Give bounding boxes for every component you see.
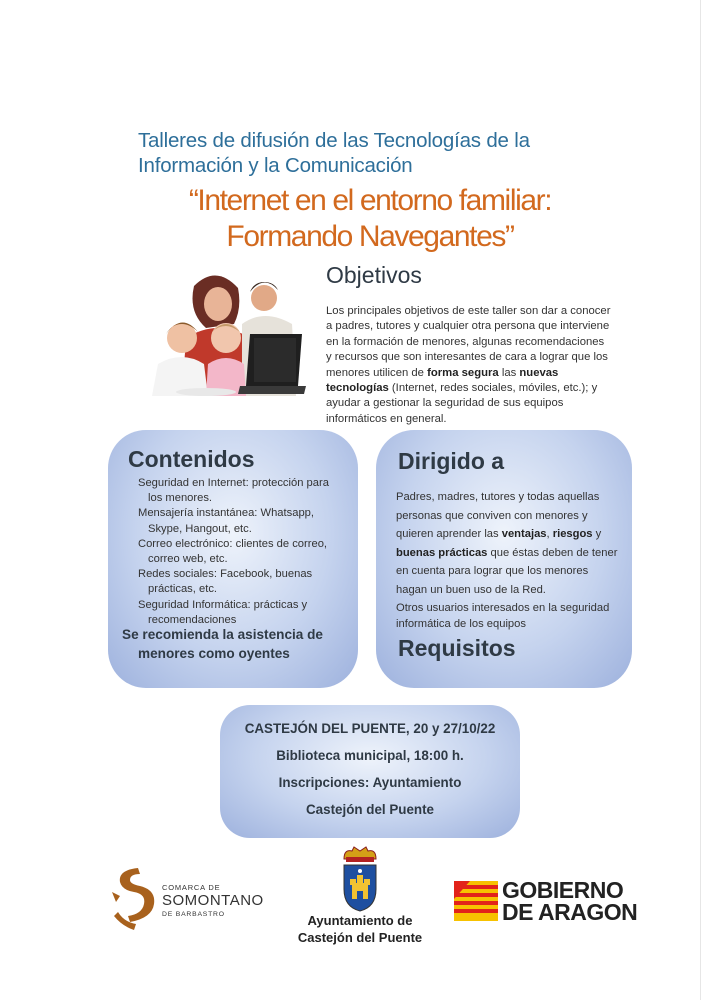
dirigido-text-b: , [546, 528, 553, 541]
objetivos-text [326, 304, 611, 427]
main-title [150, 183, 590, 255]
dirigido-text-a: Padres, madres, tutores y todas aquellas personas que conviven con menores y quieren aprender las [396, 491, 600, 541]
title-line-2: Formando Navegantes” [226, 220, 514, 253]
page-edge [700, 0, 701, 1000]
info-line-2: Biblioteca municipal, 18:00 h. [276, 748, 464, 763]
dirigido-bold-a: ventajas [501, 528, 547, 541]
dirigido-bold-b: riesgos [552, 528, 593, 541]
dirigido-text-d: que éstas deben de tener en cuenta para lograr que los menores hagan un buen uso de la Red. [396, 546, 618, 596]
title-line-1: “Internet en el entorno familiar: [188, 184, 552, 217]
list-item-text: Skype, Hangout, etc. [148, 522, 252, 535]
header [138, 128, 608, 178]
somontano-big: SOMONTANO [162, 892, 264, 909]
list-item-text: Mensajería instantánea: Whatsapp, [138, 507, 314, 520]
aragon-line-1: GOBIERNO [502, 877, 624, 903]
list-item-text: Correo electrónico: clientes de correo, [138, 537, 328, 550]
ayuntamiento-text [286, 912, 434, 946]
dirigido-bold-c: buenas prácticas [396, 546, 488, 559]
objetivos-bold-b: nuevas tecnologías [326, 366, 559, 395]
dirigido-extra: Otros usuarios interesados en la seguridad informática de los equipos [396, 602, 610, 630]
family-computer-photo [146, 268, 306, 396]
header-line-2: Información y la Comunicación [138, 154, 413, 177]
note-line-1: Se recomienda la asistencia de [122, 627, 323, 642]
coat-of-arms-icon [338, 845, 382, 913]
list-item-text: los menores. [148, 492, 213, 505]
objetivos-bold-a: forma segura [427, 366, 499, 379]
contenidos-list [138, 476, 338, 628]
header-line-1: Talleres de difusión de las Tecnologías de la [138, 129, 530, 152]
list-item-text: Seguridad Informática: prácticas y [138, 598, 308, 611]
list-item [138, 537, 338, 567]
somontano-small: COMARCA DE [162, 883, 221, 892]
contenidos-note [122, 625, 342, 663]
somontano-logo-icon [108, 866, 158, 932]
requisitos-title: Requisitos [398, 635, 516, 661]
dirigido-text-c: y [592, 528, 602, 541]
aragon-line-2: DE ARAGON [502, 899, 638, 925]
list-item-text: Redes sociales: Facebook, buenas [138, 568, 313, 581]
info-line-1: CASTEJÓN DEL PUENTE, 20 y 27/10/22 [244, 721, 496, 736]
info-line-3: Inscripciones: Ayuntamiento [278, 775, 462, 790]
objetivos-text-a: Los principales objetivos de este taller son dar a conocer a padres, tutores y cualquier otra persona que interviene en la formación de menores, algunas recomendaciones y recursos que son interesantes de cara a lograr que los menores utilicen de [326, 305, 611, 379]
objetivos-text-c: (Internet, redes sociales, móviles, etc.); y ayudar a gestionar la seguridad de sus equipos informáticos en general. [326, 382, 598, 425]
list-item [138, 598, 338, 628]
list-item [138, 567, 338, 597]
ayto-line-2: Castejón del Puente [297, 930, 423, 945]
contenidos-title: Contenidos [128, 446, 255, 472]
list-item-text: Seguridad en Internet: protección para [138, 477, 329, 489]
objetivos-title: Objetivos [326, 262, 422, 288]
somontano-sub: DE BARBASTRO [162, 911, 225, 918]
event-info [220, 715, 520, 823]
list-item [138, 476, 338, 506]
list-item [138, 506, 338, 536]
list-item-text: recomendaciones [148, 613, 237, 626]
dirigido-text [396, 488, 618, 600]
list-item-text: correo web, etc. [148, 553, 228, 566]
aragon-flag-icon [454, 881, 498, 921]
aragon-text [502, 879, 637, 923]
objetivos-text-b: las [498, 366, 520, 379]
dirigido-title: Dirigido a [398, 448, 505, 474]
note-line-2: menores como oyentes [138, 646, 290, 661]
list-item-text: prácticas, etc. [148, 583, 218, 596]
ayto-line-1: Ayuntamiento de [307, 913, 413, 928]
info-line-4: Castejón del Puente [306, 802, 434, 817]
